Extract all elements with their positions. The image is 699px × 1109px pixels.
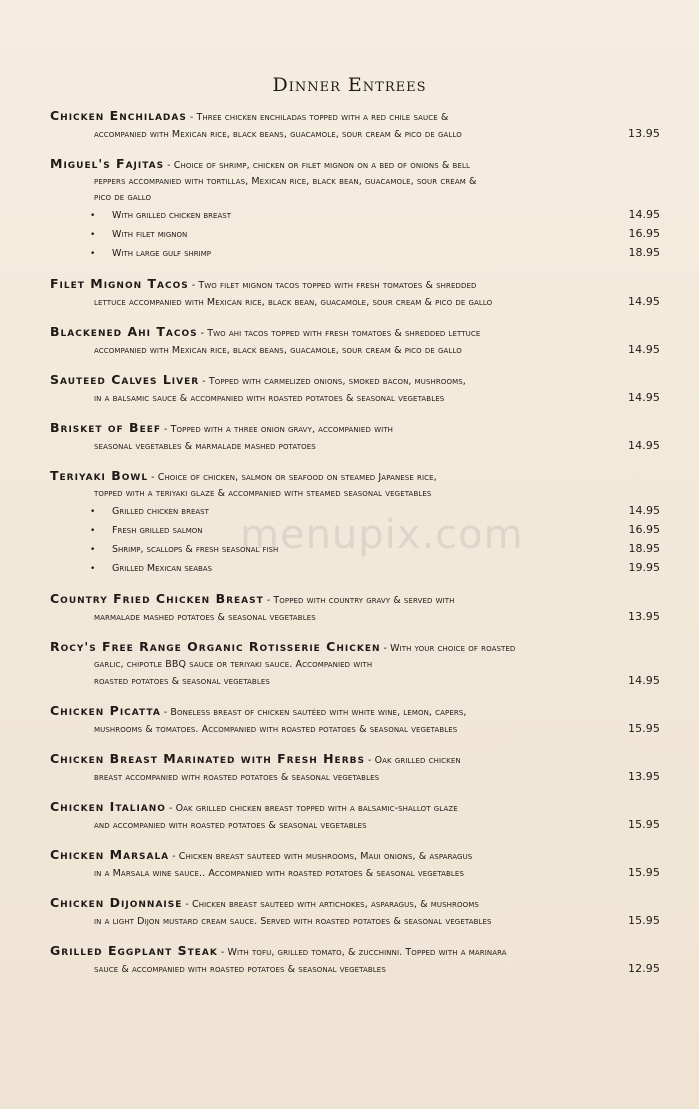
menu-item-price: 14.95: [628, 295, 660, 308]
menu-item-header: [50, 751, 660, 769]
bullet-icon: •: [90, 249, 96, 259]
menu-item-option: [50, 502, 660, 521]
menu-item-description: - Three chicken enchiladas topped with a red chile sauce &: [189, 112, 449, 123]
menu-item-name: Chicken Dijonnaise: [50, 895, 183, 910]
bullet-icon: •: [90, 526, 96, 536]
menu-item: [50, 276, 660, 311]
bullet-icon: •: [90, 564, 96, 574]
menu-item-description: sauce & accompanied with roasted potatoes & seasonal vegetables: [94, 964, 386, 975]
menu-item-name: Sauteed Calves Liver: [50, 372, 200, 387]
menu-item-description: - Chicken breast sauteed with artichokes, asparagus, & mushrooms: [185, 899, 479, 910]
menu-item-description: - Oak grilled chicken breast topped with a balsamic-shallot glaze: [168, 803, 458, 814]
menu-item-description: accompanied with Mexican rice, black beans, guacamole, sour cream & pico de gallo: [94, 129, 462, 140]
bullet-icon: •: [90, 230, 96, 240]
menu-item-option: [50, 521, 660, 540]
option-label: With grilled chicken breast: [112, 210, 231, 221]
option-price: 14.95: [628, 208, 660, 221]
menu-item-header: [50, 943, 660, 961]
menu-item-name: Chicken Breast Marinated with Fresh Herbs: [50, 751, 365, 766]
menu-item-header: [50, 108, 660, 126]
menu-item-description: - With tofu, grilled tomato, & zucchinni. Topped with a marinara: [220, 947, 507, 958]
menu-item-description: mushrooms & tomatoes. Accompanied with roasted potatoes & seasonal vegetables: [94, 724, 458, 735]
menu-item-description: peppers accompanied with tortillas, Mexican rice, black bean, guacamole, sour cream &: [94, 176, 477, 187]
menu-item-price: 13.95: [628, 610, 660, 623]
option-price: 14.95: [628, 504, 660, 517]
option-label: With filet mignon: [112, 229, 188, 240]
menu-item-description: lettuce accompanied with Mexican rice, black bean, guacamole, sour cream & pico de gallo: [94, 297, 493, 308]
menu-item-header: [50, 276, 660, 294]
menu-item: [50, 751, 660, 786]
menu-item: [50, 468, 660, 578]
bullet-icon: •: [90, 211, 96, 221]
menu-item-price: 15.95: [628, 818, 660, 831]
menu-item-option: [50, 225, 660, 244]
menu-item-price: 14.95: [628, 439, 660, 452]
menu-item-description: - Choice of shrimp, chicken or filet mignon on a bed of onions & bell: [167, 160, 470, 171]
menu-item: [50, 799, 660, 834]
menu-item-description: - Two filet mignon tacos topped with fresh tomatoes & shredded: [191, 280, 477, 291]
menu-item-description-line: [50, 486, 660, 502]
menu-item-description: roasted potatoes & seasonal vegetables: [94, 676, 270, 687]
option-label: Grilled chicken breast: [112, 506, 209, 517]
menu-item: [50, 420, 660, 455]
menu-item-price: 15.95: [628, 722, 660, 735]
menu-item-header: [50, 468, 660, 486]
menu-item-name: Miguel's Fajitas: [50, 156, 165, 171]
menu-item-header: [50, 895, 660, 913]
menu-item-description: in a balsamic sauce & accompanied with roasted potatoes & seasonal vegetables: [94, 393, 445, 404]
menu-item-name: Grilled Eggplant Steak: [50, 943, 218, 958]
option-price: 18.95: [628, 246, 660, 259]
menu-item-description: accompanied with Mexican rice, black beans, guacamole, sour cream & pico de gallo: [94, 345, 462, 356]
option-price: 18.95: [628, 542, 660, 555]
menu-item: [50, 895, 660, 930]
menu-item-header: [50, 372, 660, 390]
menu-item-description: - Chicken breast sauteed with mushrooms, Maui onions, & asparagus: [172, 851, 473, 862]
menu-item-option: [50, 559, 660, 578]
menu-item-description-line: [50, 342, 660, 359]
menu-item-description-line: [50, 961, 660, 978]
menu-item-description: marmalade mashed potatoes & seasonal vegetables: [94, 612, 316, 623]
menu-item-description: in a light Dijon mustard cream sauce. Served with roasted potatoes & seasonal vegetables: [94, 916, 492, 927]
option-label: Fresh grilled salmon: [112, 525, 203, 536]
menu-item-description-line: [50, 190, 660, 206]
menu-item-description: topped with a teriyaki glaze & accompanied with steamed seasonal vegetables: [94, 488, 432, 499]
page-title: Dinner Entrees: [272, 74, 427, 96]
menu-item-description: breast accompanied with roasted potatoes & seasonal vegetables: [94, 772, 380, 783]
menu-item-description: seasonal vegetables & marmalade mashed potatoes: [94, 441, 316, 452]
menu-item-header: [50, 324, 660, 342]
bullet-icon: •: [90, 507, 96, 517]
menu-item-header: [50, 847, 660, 865]
menu-item-description: - Boneless breast of chicken sautéed with white wine, lemon, capers,: [163, 707, 467, 718]
menu-item-option: [50, 244, 660, 263]
menu-item-price: 14.95: [628, 674, 660, 687]
menu-item-header: [50, 799, 660, 817]
menu-item-price: 13.95: [628, 770, 660, 783]
menu-item-description-line: [50, 126, 660, 143]
option-price: 16.95: [628, 227, 660, 240]
menu-item-description: - With your choice of roasted: [383, 643, 516, 654]
menu-item-description: - Oak grilled chicken: [367, 755, 461, 766]
menu-item-name: Chicken Picatta: [50, 703, 161, 718]
menu-item-name: Chicken Italiano: [50, 799, 166, 814]
menu-item-name: Brisket of Beef: [50, 420, 162, 435]
menu-item-name: Rocy's Free Range Organic Rotisserie Chicken: [50, 639, 381, 654]
menu-item-description-line: [50, 769, 660, 786]
option-price: 16.95: [628, 523, 660, 536]
menu-item-header: [50, 639, 660, 657]
menu-item-header: [50, 703, 660, 721]
menu-item-description-line: [50, 390, 660, 407]
menu-item: [50, 372, 660, 407]
menu-item-name: Blackened Ahi Tacos: [50, 324, 198, 339]
menu-item-name: Teriyaki Bowl: [50, 468, 149, 483]
menu-item: [50, 847, 660, 882]
menu-item-description-line: [50, 438, 660, 455]
menu-item-price: 15.95: [628, 866, 660, 879]
menu-item: [50, 703, 660, 738]
menu-item-option: [50, 540, 660, 559]
menu-item: [50, 639, 660, 690]
menu-item-name: Filet Mignon Tacos: [50, 276, 189, 291]
menu-item-description: - Choice of chicken, salmon or seafood on steamed Japanese rice,: [151, 472, 437, 483]
menu-item-header: [50, 591, 660, 609]
menu-item: [50, 108, 660, 143]
option-label: Grilled Mexican seabas: [112, 563, 213, 574]
watermark: menupix.com: [240, 512, 524, 558]
menu-item-description-line: [50, 657, 660, 673]
menu-list: [50, 108, 660, 991]
menu-item-price: 12.95: [628, 962, 660, 975]
menu-item-price: 13.95: [628, 127, 660, 140]
option-label: With large gulf shrimp: [112, 248, 211, 259]
menu-item: [50, 943, 660, 978]
menu-item-description-line: [50, 817, 660, 834]
menu-item-description-line: [50, 174, 660, 190]
menu-item-price: 15.95: [628, 914, 660, 927]
menu-item-header: [50, 156, 660, 174]
option-price: 19.95: [628, 561, 660, 574]
menu-item-description-line: [50, 865, 660, 882]
menu-item-description: - Topped with a three onion gravy, accompanied with: [164, 424, 393, 435]
menu-item-description: - Two ahi tacos topped with fresh tomatoes & shredded lettuce: [200, 328, 481, 339]
menu-item-description-line: [50, 294, 660, 311]
menu-item-name: Chicken Marsala: [50, 847, 170, 862]
menu-item: [50, 156, 660, 263]
menu-item-description: - Topped with country gravy & served with: [266, 595, 455, 606]
menu-item-price: 14.95: [628, 343, 660, 356]
menu-item-description-line: [50, 673, 660, 690]
menu-item: [50, 324, 660, 359]
menu-item: [50, 591, 660, 626]
menu-item-description-line: [50, 913, 660, 930]
menu-item-price: 14.95: [628, 391, 660, 404]
menu-item-description-line: [50, 721, 660, 738]
menu-item-description-line: [50, 609, 660, 626]
menu-item-description: garlic, chipotle BBQ sauce or teriyaki sauce. Accompanied with: [94, 659, 373, 670]
menu-item-name: Country Fried Chicken Breast: [50, 591, 264, 606]
bullet-icon: •: [90, 545, 96, 555]
menu-item-description: and accompanied with roasted potatoes & seasonal vegetables: [94, 820, 367, 831]
menu-item-description: pico de gallo: [94, 192, 152, 203]
menu-item-description: in a Marsala wine sauce.. Accompanied with roasted potatoes & seasonal vegetables: [94, 868, 464, 879]
menu-item-description: - Topped with carmelized onions, smoked bacon, mushrooms,: [202, 376, 466, 387]
menu-item-option: [50, 206, 660, 225]
option-label: Shrimp, scallops & fresh seasonal fish: [112, 544, 279, 555]
menu-item-name: Chicken Enchiladas: [50, 108, 187, 123]
menu-item-header: [50, 420, 660, 438]
